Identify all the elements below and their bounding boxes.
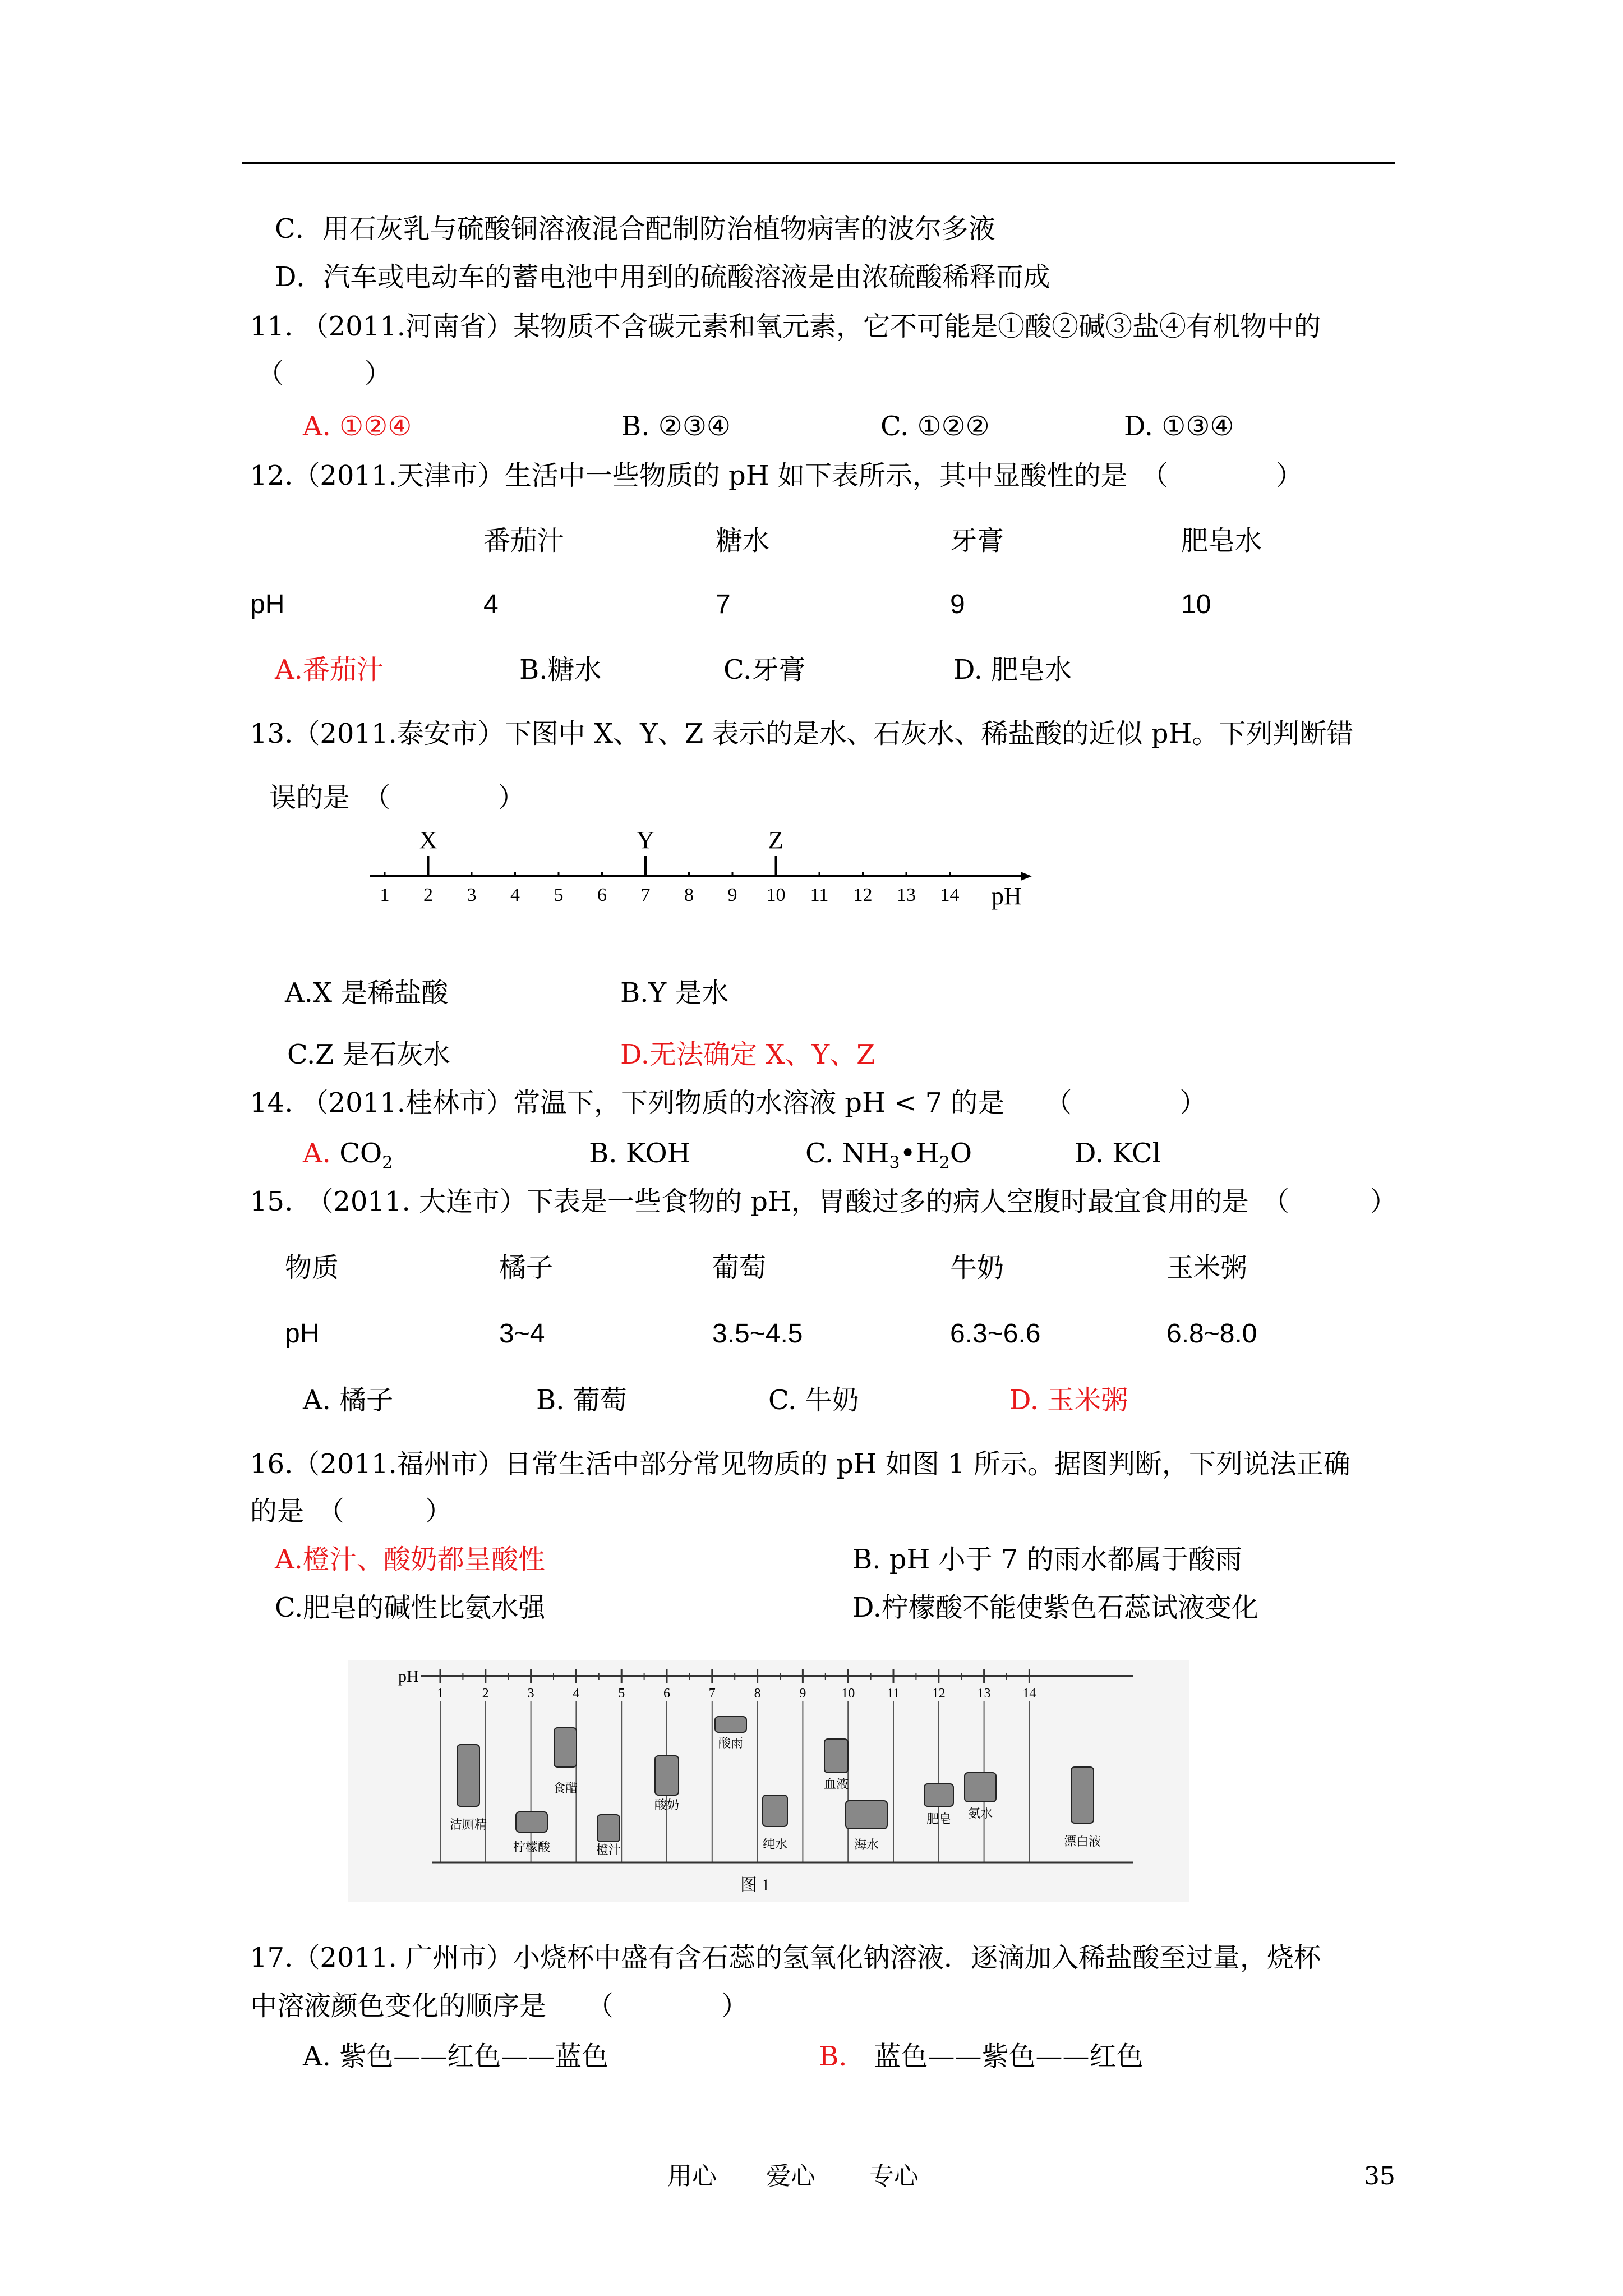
q13-tick-label: 9: [727, 885, 737, 905]
q13-mark-label: Z: [768, 826, 783, 854]
q16-figure-1: [348, 1660, 1189, 1902]
figure-item-icon: [655, 1756, 679, 1795]
figure-item-label: 氨水: [967, 1806, 993, 1820]
q15-h3: 葡萄: [712, 1252, 767, 1283]
figure-tick-label: 5: [618, 1686, 625, 1701]
q13-mark-label: Y: [637, 826, 654, 854]
figure-tick-label: 9: [799, 1686, 806, 1701]
figure-item-label: 酸奶: [654, 1798, 680, 1812]
q13-stem: 13.（2011.泰安市）下图中 X、Y、Z 表示的是水、石灰水、稀盐酸的近似 pH。下列判断错: [250, 718, 1354, 749]
figure-item-label: 肥皂: [926, 1812, 952, 1826]
q13-tick-label: 8: [684, 885, 694, 905]
figure-item-label: 柠檬酸: [513, 1840, 551, 1854]
q17-stem-cont: 中溶液颜色变化的顺序是 （ ）: [250, 1990, 749, 2022]
q12-val2: 7: [716, 590, 731, 619]
q15-r1: pH: [285, 1319, 320, 1349]
q15-r2: 3~4: [499, 1319, 545, 1349]
q14-option-a-formula: CO: [339, 1138, 382, 1169]
q12-option-c: C.牙膏: [723, 654, 806, 685]
q12-val3: 9: [950, 590, 965, 619]
figure-tick-label: 10: [841, 1686, 855, 1701]
q16-option-a-text: A.橙汁、酸奶都呈酸性: [275, 1544, 545, 1575]
q10-option-c: C．用石灰乳与硫酸铜溶液混合配制防治植物病害的波尔多液: [275, 213, 995, 245]
q12-col3: 牙膏: [950, 525, 1004, 556]
q13-option-c: C.Z 是石灰水: [287, 1039, 450, 1070]
q13-tick-label: 1: [380, 885, 390, 905]
q14-option-c-part3: O: [949, 1138, 972, 1169]
q12-option-b: B.糖水: [519, 654, 602, 685]
q13-axis-label: pH: [992, 882, 1022, 910]
q13-option-b: B.Y 是水: [620, 977, 729, 1009]
q12-stem: 12.（2011.天津市）生活中一些物质的 pH 如下表所示，其中显酸性的是 （ ）: [250, 460, 1303, 491]
q14-stem: 14. （2011.桂林市）常温下，下列物质的水溶液 pH < 7 的是 （ ）: [250, 1087, 1207, 1119]
q17-option-a: A. 紫色——红色——蓝色: [303, 2041, 609, 2072]
figure-item-label: 海水: [854, 1838, 879, 1852]
q16-stem-cont: 的是 （ ）: [250, 1496, 453, 1527]
q12-val1: 4: [483, 590, 499, 619]
q17-stem: 17.（2011. 广州市）小烧杯中盛有含石蕊的氢氧化钠溶液．逐滴加入稀盐酸至过量，烧杯: [250, 1942, 1321, 1973]
q13-tick-label: 7: [640, 885, 651, 905]
q12-col4: 肥皂水: [1181, 525, 1262, 556]
q13-marks: [419, 826, 783, 876]
q14-option-c: [805, 1137, 972, 1180]
figure-item-icon: [597, 1815, 620, 1842]
footer-motto-2: 爱心: [766, 2162, 815, 2191]
q16-option-a: [275, 1543, 545, 1576]
q15-r3: 3.5~4.5: [712, 1319, 803, 1349]
q14-option-c-sub1: 3: [889, 1153, 900, 1173]
q12-col2: 糖水: [716, 525, 770, 556]
q13-tick-label: 3: [467, 885, 477, 905]
figure-tick-label: 12: [932, 1686, 946, 1701]
q13-axis-arrow: [1021, 872, 1032, 881]
footer-motto-1: 用心: [667, 2162, 717, 2191]
q11-option-d: D. ①③④: [1124, 411, 1234, 442]
q17-option-b: [819, 2040, 1144, 2073]
q13-tick-label: 14: [940, 885, 960, 905]
q16-option-b: B. pH 小于 7 的雨水都属于酸雨: [852, 1544, 1242, 1575]
figure-tick-label: 11: [887, 1686, 900, 1701]
q13-tick-label: 11: [810, 885, 829, 905]
q13-ph-axis: [359, 825, 1043, 914]
figure-item-icon: [457, 1745, 479, 1806]
figure-tick-label: 1: [437, 1686, 444, 1701]
q14-option-a-letter: A.: [303, 1138, 331, 1169]
figure-axis-label: pH: [398, 1667, 419, 1686]
q13-tick-label: 10: [766, 885, 786, 905]
q10-option-d: D．汽车或电动车的蓄电池中用到的硫酸溶液是由浓硫酸稀释而成: [275, 261, 1050, 293]
q15-h2: 橘子: [499, 1252, 554, 1283]
figure-caption: 图 1: [740, 1876, 770, 1894]
figure-tick-label: 7: [708, 1686, 716, 1701]
q15-option-b: B. 葡萄: [536, 1384, 627, 1416]
q14-option-c-sub2: 2: [939, 1153, 950, 1173]
q13-option-d: D.无法确定 X、Y、Z: [620, 1039, 875, 1070]
q12-val4: 10: [1181, 590, 1211, 619]
q12-row-label: pH: [250, 590, 285, 619]
figure-item-icon: [1071, 1767, 1094, 1823]
q12-option-a: [275, 653, 384, 687]
figure-tick-label: 13: [977, 1686, 991, 1701]
q14-option-c-part2: •H: [900, 1138, 939, 1169]
header-rule: [242, 162, 1395, 164]
figure-item-label: 洁厕精: [449, 1818, 487, 1832]
figure-item-label: 漂白液: [1063, 1834, 1101, 1848]
q16-stem: 16.（2011.福州市）日常生活中部分常见物质的 pH 如图 1 所示。据图判断，下列说法正确: [250, 1448, 1350, 1480]
figure-item-icon: [824, 1739, 848, 1773]
q13-stem-cont: 误的是 （ ）: [269, 782, 525, 813]
q15-option-a: A. 橘子: [303, 1384, 394, 1416]
q14-option-a: [303, 1137, 393, 1180]
footer-motto-3: 专心: [869, 2162, 919, 2191]
q17-option-b-text: 蓝色——紫色——红色: [874, 2041, 1144, 2072]
q17-option-b-letter: B.: [819, 2041, 847, 2072]
q15-r5: 6.8~8.0: [1166, 1319, 1257, 1349]
q14-option-c-part1: C. NH: [805, 1138, 889, 1169]
q13-tick-label: 6: [597, 885, 607, 905]
q11-option-b: B. ②③④: [621, 411, 731, 442]
figure-item-label: 橙汁: [596, 1843, 621, 1857]
figure-tick-label: 4: [573, 1686, 580, 1701]
q13-tick-label: 2: [423, 885, 433, 905]
figure-item-icon: [846, 1801, 887, 1829]
figure-item-icon: [516, 1812, 547, 1832]
figure-tick-label: 14: [1022, 1686, 1036, 1701]
q13-tick-label: 13: [897, 885, 916, 905]
q16-option-c: C.肥皂的碱性比氨水强: [275, 1592, 546, 1623]
q15-h5: 玉米粥: [1166, 1252, 1248, 1283]
q11-stem: 11. （2011.河南省）某物质不含碳元素和氧元素，它不可能是①酸②碱③盐④有机物中的: [250, 311, 1321, 342]
q11-paren: （ ）: [257, 358, 392, 389]
figure-tick-label: 2: [482, 1686, 489, 1701]
q14-option-d: D. KCl: [1075, 1138, 1161, 1169]
q11-option-c: C. ①②②: [880, 411, 990, 442]
figure-item-icon: [554, 1728, 577, 1767]
q13-mark-label: X: [419, 826, 437, 854]
figure-tick-label: 3: [527, 1686, 534, 1701]
figure-item-icon: [715, 1717, 746, 1732]
q13-tick-label: 12: [853, 885, 873, 905]
q15-stem: 15. （2011. 大连市）下表是一些食物的 pH，胃酸过多的病人空腹时最宜食用的是 （ ）: [250, 1186, 1397, 1217]
q16-option-d: D.柠檬酸不能使紫色石蕊试液变化: [852, 1592, 1259, 1623]
q13-option-a: A.X 是稀盐酸: [285, 977, 449, 1009]
figure-item-label: 食醋: [552, 1781, 578, 1795]
figure-item-label: 纯水: [762, 1837, 788, 1851]
q12-col1: 番茄汁: [483, 525, 565, 556]
figure-item-icon: [965, 1773, 996, 1802]
q12-option-d: D. 肥皂水: [953, 654, 1072, 685]
figure-tick-label: 8: [754, 1686, 761, 1701]
q14-option-b: B. KOH: [589, 1138, 691, 1169]
figure-item-label: 酸雨: [718, 1736, 744, 1750]
q13-tick-label: 4: [510, 885, 520, 905]
q15-h1: 物质: [285, 1252, 339, 1283]
figure-tick-label: 6: [663, 1686, 670, 1701]
q15-r4: 6.3~6.6: [950, 1319, 1041, 1349]
figure-item-icon: [924, 1784, 953, 1806]
q13-tick-label: 5: [554, 885, 564, 905]
q15-option-d: D. 玉米粥: [1009, 1384, 1128, 1416]
figure-item-label: 血液: [823, 1777, 849, 1791]
q11-option-a: A. ①②④: [303, 411, 412, 442]
figure-item-icon: [763, 1795, 787, 1826]
page-number: 35: [1364, 2162, 1395, 2191]
q15-option-c: C. 牛奶: [768, 1384, 859, 1416]
q12-option-a-text: A.番茄汁: [275, 654, 384, 685]
q15-h4: 牛奶: [950, 1252, 1004, 1283]
q14-option-a-sub: 2: [382, 1153, 393, 1173]
